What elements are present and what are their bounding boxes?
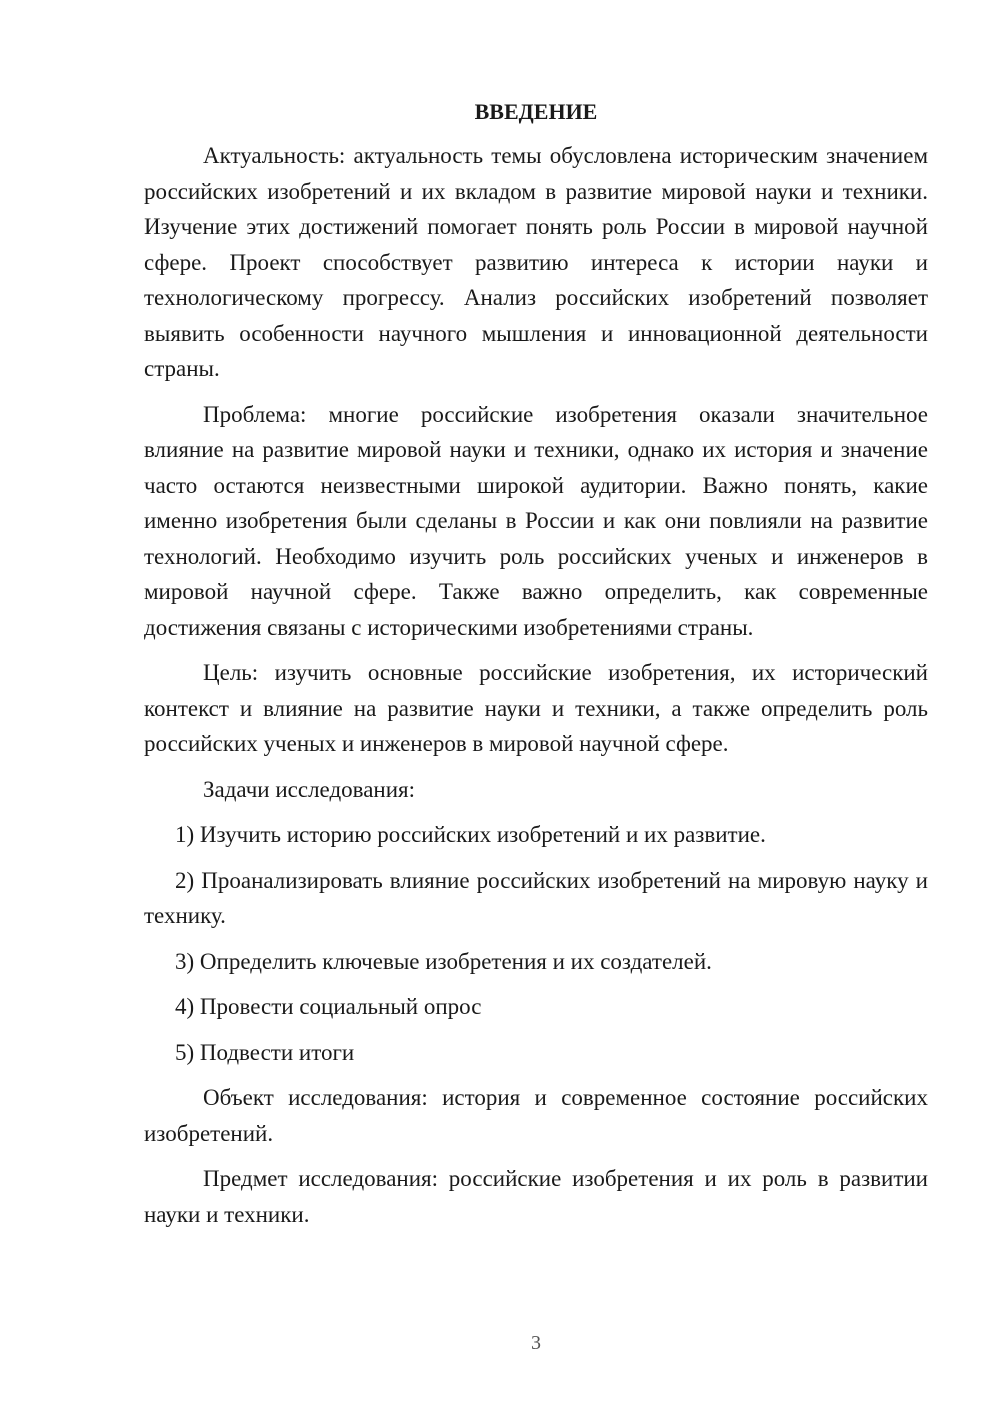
goal-paragraph: Цель: изучить основные российские изобретения, их исторический контекст и влияние на развитие науки и техники, а также определить роль российских ученых и инженеров в мировой научной сфере. <box>144 660 928 756</box>
task-item-4: 4) Провести социальный опрос <box>175 994 482 1019</box>
task-item-5: 5) Подвести итоги <box>175 1039 355 1065</box>
page-number: 3 <box>531 1332 541 1354</box>
task-item-2: 2) Проанализировать влияние российских изобретений на мировую науку и технику. <box>144 867 928 928</box>
subject-paragraph: Предмет исследования: российские изобретения и их роль в развитии науки и техники. <box>144 1166 928 1227</box>
document-page <box>144 96 928 1242</box>
tasks-heading: Задачи исследования: <box>203 776 416 802</box>
section-title: ВВЕДЕНИЕ <box>474 99 598 124</box>
problem-paragraph: Проблема: многие российские изобретения оказали значительное влияние на развитие мировой науки и техники, однако их история и значение часто остаются неизвестными широкой аудитории. Важно понять, какие именно изобретения были сделаны в России и как они повлияли на развитие технологий. Необходимо изучить роль российских ученых и инженеров в мировой научной сфере. Также важно определить, как современные достижения связаны с историческими изобретениями страны. <box>144 401 928 640</box>
tasks-list <box>144 817 928 1070</box>
task-item-1: 1) Изучить историю российских изобретений и их развитие. <box>175 822 766 847</box>
task-item-3: 3) Определить ключевые изобретения и их создателей. <box>175 948 712 974</box>
relevance-paragraph: Актуальность: актуальность темы обусловлена историческим значением российских изобретений и их вкладом в развитие мировой науки и техники. Изучение этих достижений помогает понять роль России в мировой научной сфере. Проект способствует развитию интереса к истории науки и технологическому прогрессу. Анализ российских изобретений позволяет выявить особенности научного мышления и инновационной деятельности страны. <box>144 143 928 381</box>
object-paragraph: Объект исследования: история и современное состояние российских изобретений. <box>144 1085 928 1146</box>
